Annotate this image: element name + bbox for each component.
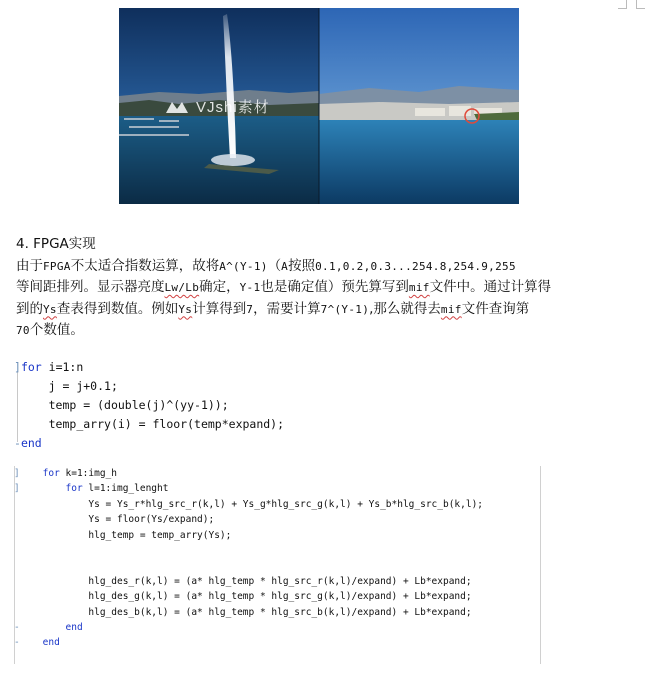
page-corner-mark-right [636,0,645,9]
watermark-logo-icon [164,100,190,114]
code-line [14,543,574,558]
fold-end-icon: - [14,621,20,633]
body-text [16,234,638,342]
paragraph-line-4: 70个数值。 [16,322,84,338]
code-line: - end [14,637,60,649]
code-line: ] for l=1:img_lenght [14,483,169,495]
code-line: j = j+0.1; [20,379,118,393]
code-line: Ys = floor(Ys/expand); [88,514,215,526]
code-line: -end [14,436,42,450]
code-block-2 [14,466,574,651]
code-line: - end [14,621,83,633]
code-line: hlg_des_g(k,l) = (a* hlg_temp * hlg_src_g(k,l)/expand) + Lb*expand; [88,591,472,603]
fold-end-icon: - [14,436,21,450]
lake-fountain-photo [119,8,519,204]
code-block-1 [14,358,434,453]
watermark-text: VJshi素材 [196,99,270,116]
fold-start-icon: ] [14,483,20,495]
code-line: hlg_des_b(k,l) = (a* hlg_temp * hlg_src_b(k,l)/expand) + Lb*expand; [88,606,472,618]
section-heading: 4. FPGA实现 [16,236,96,252]
fold-start-icon: ] [14,468,20,479]
page-corner-mark-left [618,0,627,9]
code-line: temp_arry(i) = floor(temp*expand); [20,417,285,431]
paragraph-line-2: 等间距排列。显示器亮度Lw/Lb确定，Y-1也是确定值）预先算写到mif文件中。通过计算得 [16,279,552,295]
code-line: ]for i=1:n [14,360,84,374]
code-line [14,558,574,573]
watermark [164,96,270,117]
paragraph-line-1: 由于FPGA不太适合指数运算，故将A^(Y-1)（A按照0.1,0.2,0.3...254.8,254.9,255 [16,257,516,274]
code-line: hlg_des_r(k,l) = (a* hlg_temp * hlg_src_r(k,l)/expand) + Lb*expand; [88,575,472,587]
code-line: Ys = Ys_r*hlg_src_r(k,l) + Ys_g*hlg_src_g(k,l) + Ys_b*hlg_src_b(k,l); [88,498,484,510]
code-line: hlg_temp = temp_arry(Ys); [88,529,232,541]
paragraph-line-3: 到的Ys查表得到数值。例如Ys计算得到7，需要计算7^(Y-1),那么就得去mif文件查询第 [16,300,530,317]
fold-end-icon: - [14,637,20,649]
fold-start-icon: ] [14,360,21,374]
code-line: temp = (double(j)^(yy-1)); [20,398,229,412]
code-line: ] for k=1:img_h [14,468,117,479]
